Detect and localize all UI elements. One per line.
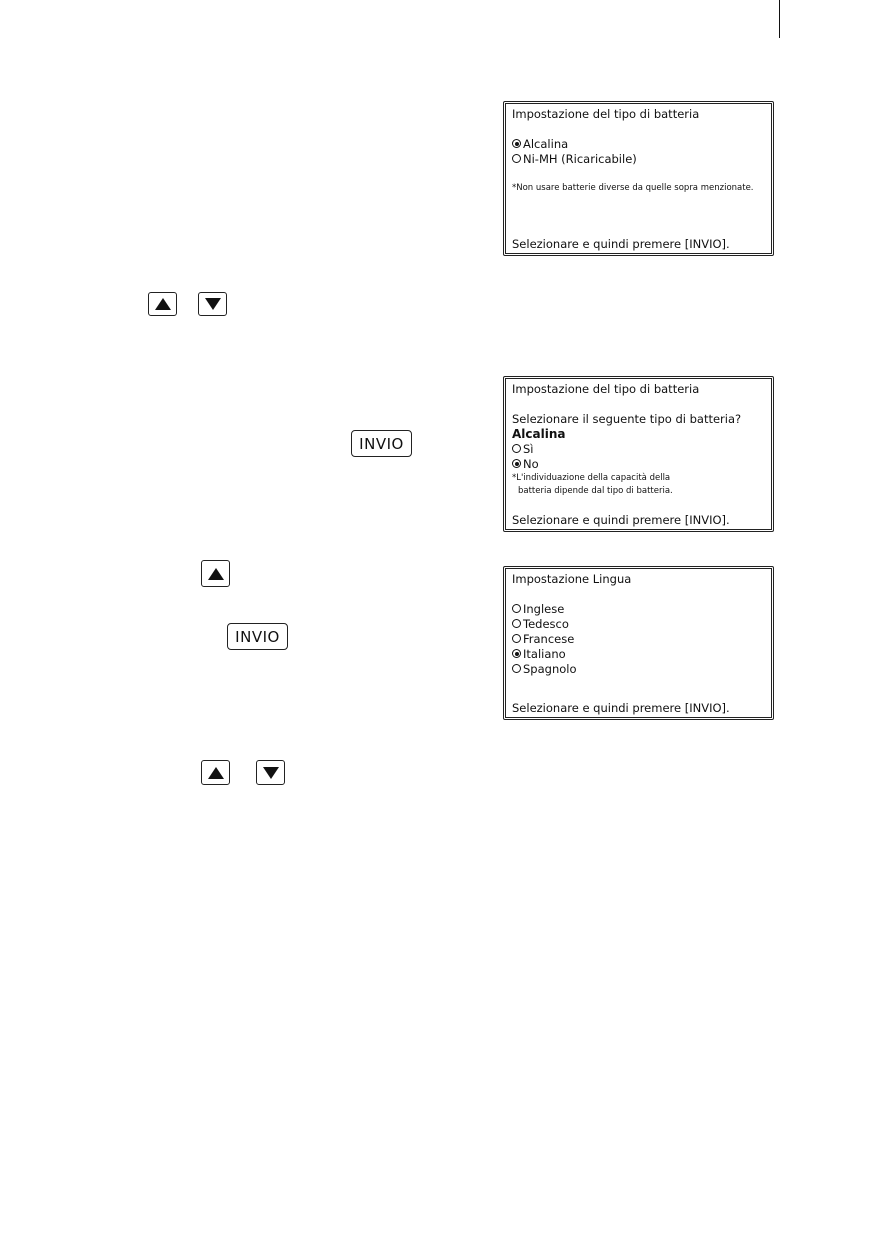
up-arrow-key[interactable] — [201, 560, 230, 587]
option-label: Alcalina — [523, 137, 569, 151]
down-arrow-icon — [205, 298, 221, 310]
up-arrow-icon — [208, 767, 224, 779]
screen-title: Impostazione del tipo di batteria — [512, 107, 700, 121]
battery-confirm-screen — [503, 376, 774, 532]
screen-footer: Selezionare e quindi premere [INVIO]. — [512, 701, 730, 715]
down-arrow-icon — [263, 767, 279, 779]
radio-selected-icon — [512, 649, 521, 658]
page-edge-line — [779, 0, 780, 38]
option-label: Italiano — [523, 647, 566, 661]
invio-key[interactable]: INVIO — [351, 430, 412, 457]
radio-empty-icon — [512, 634, 521, 643]
radio-selected-icon — [512, 139, 521, 148]
option-francese[interactable] — [512, 632, 574, 646]
option-label: Francese — [523, 632, 575, 646]
screen-footer: Selezionare e quindi premere [INVIO]. — [512, 513, 730, 527]
option-label: No — [523, 457, 539, 471]
battery-note: *Non usare batterie diverse da quelle sopra menzionate. — [512, 183, 754, 193]
screen-title: Impostazione del tipo di batteria — [512, 382, 700, 396]
language-screen — [503, 566, 774, 720]
option-label: Tedesco — [523, 617, 569, 631]
option-label: Inglese — [523, 602, 565, 616]
radio-empty-icon — [512, 444, 521, 453]
option-no[interactable] — [512, 457, 539, 471]
option-label: Spagnolo — [523, 662, 577, 676]
option-label: Sì — [523, 442, 534, 456]
option-inglese[interactable] — [512, 602, 564, 616]
down-arrow-key[interactable] — [256, 760, 285, 785]
radio-empty-icon — [512, 604, 521, 613]
option-si[interactable] — [512, 442, 534, 456]
up-arrow-icon — [208, 568, 224, 580]
radio-empty-icon — [512, 619, 521, 628]
option-italiano[interactable] — [512, 647, 566, 661]
option-spagnolo[interactable] — [512, 662, 577, 676]
screen-title: Impostazione Lingua — [512, 572, 632, 586]
battery-name: Alcalina — [512, 427, 566, 441]
option-alcalina[interactable] — [512, 137, 568, 151]
invio-key[interactable]: INVIO — [227, 623, 288, 650]
option-tedesco[interactable] — [512, 617, 569, 631]
up-arrow-key[interactable] — [148, 292, 177, 316]
up-arrow-key[interactable] — [201, 760, 230, 785]
up-arrow-icon — [155, 298, 171, 310]
battery-type-screen — [503, 101, 774, 256]
option-label: Ni-MH (Ricaricabile) — [523, 152, 637, 166]
capacity-note-line2: batteria dipende dal tipo di batteria. — [518, 486, 673, 496]
capacity-note-line1: *L'individuazione della capacità della — [512, 473, 671, 483]
radio-empty-icon — [512, 154, 521, 163]
screen-footer: Selezionare e quindi premere [INVIO]. — [512, 237, 730, 251]
down-arrow-key[interactable] — [198, 292, 227, 316]
radio-selected-icon — [512, 459, 521, 468]
confirm-question: Selezionare il seguente tipo di batteria? — [512, 412, 742, 426]
option-nimh[interactable] — [512, 152, 637, 166]
radio-empty-icon — [512, 664, 521, 673]
